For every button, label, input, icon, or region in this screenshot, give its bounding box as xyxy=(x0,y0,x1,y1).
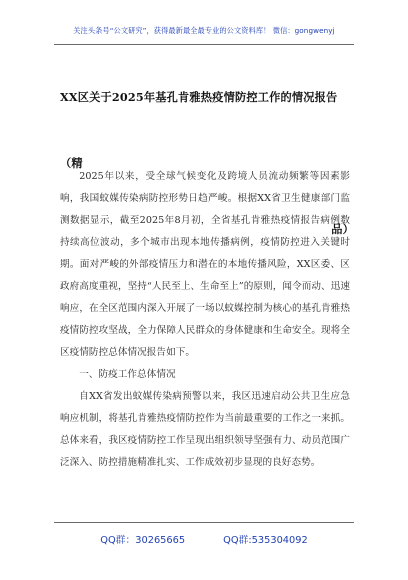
footer-qq-group-2: QQ群:535304092 xyxy=(223,535,308,546)
body-paragraph-2: 自XX省发出蚊媒传染病预警以来，我区迅速启动公共卫生应急响应机制，将基孔肯雅热疫情防控作为当前最重要的工作之一来抓。总体来看，我区疫情防控工作呈现出组织领导坚强有力、动员范围广泛深入、防控措施精准扎实、工作成效初步显现的良好态势。 xyxy=(60,391,350,468)
section-heading-1: 一、防疫工作总体情况 xyxy=(79,369,176,380)
title-line-2: 品） xyxy=(331,222,354,236)
title-line-1: XX区关于2025年基孔肯雅热疫情防控工作的情况报告（精 xyxy=(60,90,338,170)
header-divider xyxy=(54,44,354,45)
document-body xyxy=(60,166,350,474)
body-paragraph-intro: 2025年以来，受全球气候变化及跨境人员流动频繁等因素影响，我国蚊媒传染病防控形势日趋严峻。根据XX省卫生健康部门监测数据显示，截至2025年8月初，全省基孔肯雅热疫情报告病例数持续高位波动，多个城市出现本地传播病例，疫情防控进入关键时期。面对严峻的外部疫情压力和潜在的本地传播风险，XX区委、区政府高度重视，坚持“人民至上、生命至上”的原则，闻令而动、迅速响应，在全区范围内深入开展了一场以蚊媒控制为核心的基孔肯雅热疫情防控攻坚战，全力保障人民群众的身体健康和生命安全。现将全区疫情防控总体情况报告如下。 xyxy=(60,171,350,358)
header-banner: 关注头条号“公文研究”，获得最新最全最专业的公文资料库！ 微信：gongwenyj xyxy=(73,26,335,35)
footer-qq-group-1: QQ群：30265665 xyxy=(100,535,186,546)
footer xyxy=(0,532,408,546)
footer-divider xyxy=(54,522,354,523)
